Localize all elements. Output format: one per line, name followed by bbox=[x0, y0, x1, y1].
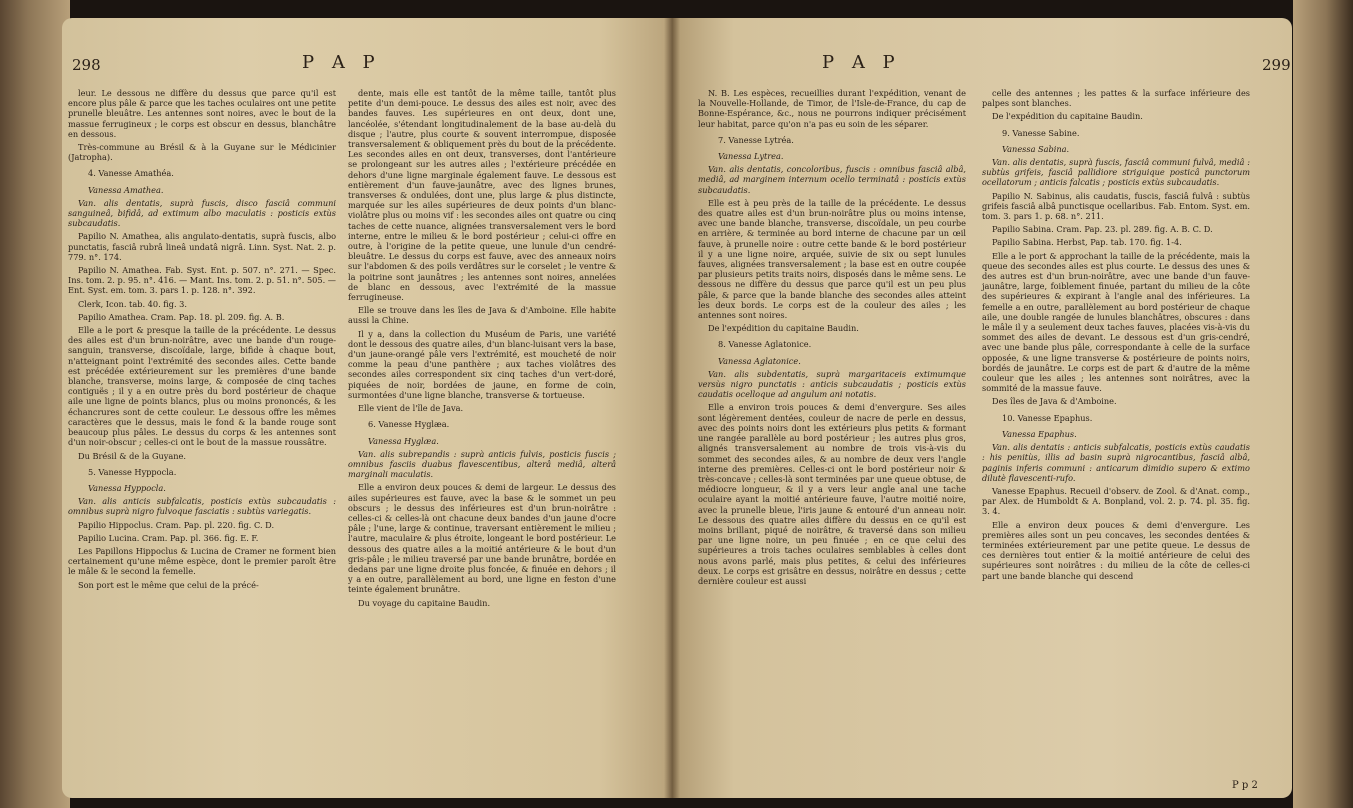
paragraph: Van. alis dentatis, concoloribus, fuscis : omnibus fasciâ albâ, mediâ, ad marginem internum ocello terminatâ : posticis extùs subcaudatis. bbox=[698, 164, 966, 195]
paragraph: Papilio Hippoclus. Cram. Pap. pl. 220. fig. C. D. bbox=[78, 519, 275, 530]
right-column-1 bbox=[698, 88, 966, 589]
paragraph: Papilio Sabina. Herbst, Pap. tab. 170. fig. 1-4. bbox=[992, 237, 1182, 248]
paragraph: Elle vient de l'île de Java. bbox=[358, 403, 464, 414]
paragraph: 4. Vanesse Amathéa. bbox=[88, 168, 174, 179]
paragraph: Il y a, dans la collection du Muséum de Paris, une variété dont le dessous des quatre ailes, d'un blanc-luisant vers la base, d'un jaune-orangé pâle vers l'extrémité, est moucheté de noir comme la peau d'une panthère ; aux taches violâtres des secondes ailes correspondent six cinq taches d'un vert-doré, piquées de noir, bordées de jaune, en forme de coin, surmontées d'une ligne blanche, transverse & tortueuse. bbox=[348, 328, 616, 400]
paragraph: Van. alis subrepandis : suprà anticis fulvis, posticis fuscis ; omnibus fasciis duabus flavescentibus, alterâ mediâ, alterâ marginali maculatis. bbox=[348, 448, 616, 480]
book-page-edges-left bbox=[0, 0, 70, 808]
paragraph: Vanessa Aglatonice. bbox=[718, 355, 801, 366]
paragraph: Papilio Sabina. Cram. Pap. 23. pl. 289. fig. A. B. C. D. bbox=[992, 224, 1213, 235]
paragraph: Van. alis dentatis, suprà fuscis, fasciâ communi fulvâ, mediâ : subtùs grifeis, fasciâ pallidiore striguique posticâ punctorum ocellatorum ; anticis falcatis ; posticis extùs subcaudatis. bbox=[982, 157, 1250, 188]
paragraph: Van. alis anticis subfalcatis, posticis extùs subcaudatis : omnibus suprà nigro fulvoque fasciatis : subtùs variegatis. bbox=[68, 496, 336, 517]
left-page-number: 298 bbox=[72, 56, 101, 74]
paragraph: Papilio N. Amathea. Fab. Syst. Ent. p. 507. n°. 271. — Spec. Ins. tom. 2. p. 95. n°. 416. — Mant. Ins. tom. 2. p. 51. n°. 505. — Ent. Syst. em. tom. 3. pars 1. p. 128. n°. 392. bbox=[68, 265, 336, 296]
paragraph: Vanessa Epaphus. bbox=[1002, 428, 1077, 439]
paragraph: Papilio N. Sabinus, alis caudatis, fuscis, fasciâ fulvâ : subtùs grifeis fasciâ albâ punctisque ocellaribus. Fab. Entom. Syst. em. tom. 3. pars 1. p. 68. n°. 211. bbox=[982, 190, 1250, 222]
paragraph: 7. Vanesse Lytréa. bbox=[718, 134, 794, 145]
paragraph: Les Papillons Hippoclus & Lucina de Cramer ne forment bien certainement qu'une même espèce, dont le premier paroît être le mâle & le second la femelle. bbox=[68, 545, 336, 577]
book-page-edges-right bbox=[1293, 0, 1353, 808]
paragraph: Papilio N. Amathea, alis angulato-dentatis, suprà fuscis, albo punctatis, fasciâ rubrâ lineâ undatâ nigrâ. Linn. Syst. Nat. 2. p. 779. n°. 174. bbox=[68, 231, 336, 262]
left-column-2 bbox=[348, 88, 616, 611]
paragraph: Du voyage du capitaine Baudin. bbox=[358, 597, 491, 608]
paragraph: Van. alis dentatis, suprà fuscis, disco fasciâ communi sanguineâ, bifidâ, ad extimum albo maculatis : posticis extùs subcaudatis. bbox=[68, 197, 336, 229]
paragraph: Elle se trouve dans les îles de Java & d'Amboine. Elle habite aussi la Chine. bbox=[348, 305, 616, 326]
left-running-head: P A P bbox=[302, 52, 381, 73]
paragraph: De l'expédition du capitaine Baudin. bbox=[708, 323, 859, 334]
paragraph: Elle a environ trois pouces & demi d'envergure. Ses ailes sont légèrement dentées, couleur de nacre de perle en dessus, avec des points noirs dont les extérieurs plus petits & formant une rangée parallèle au bord postérieur ; les autres plus gros, alignés transversalement au nombre de trois vis-à-vis du sommet des secondes ailes, & au nombre de deux vers l'angle interne des premières. Celles-ci ont le bord postérieur noir & très-concave ; celles-là sont terminées par une queue obtuse, de médiocre longueur, & il y a vers leur angle anal une tache oculaire ayant la moitié antérieure fauve, l'autre moitié noire, avec la prunelle bleue, l'iris jaune & entouré d'un anneau noir. Le dessous des quatre ailes diffère du dessus en ce qu'il est moins brillant, piqué de noirâtre, & traversé dans son milieu par une ligne noire, un peu finuée ; en ce que celui des supérieures a trois taches oculaires semblables à celles dont nous avons parlé, mais plus petites, & celui des inférieures deux. Le corps est grisâtre en dessus, noirâtre en dessus ; cette dernière couleur est aussi bbox=[698, 402, 966, 586]
paragraph: Vanessa Hyglæa. bbox=[368, 435, 439, 446]
paragraph: Des îles de Java & d'Amboine. bbox=[992, 396, 1117, 407]
paragraph: 10. Vanesse Epaphus. bbox=[1002, 412, 1093, 423]
paragraph: Vanesse Epaphus. Recueil d'observ. de Zool. & d'Anat. comp., par Alex. de Humboldt & A. Bonpland, vol. 2. p. 74. pl. 35. fig. 3. 4. bbox=[982, 485, 1250, 517]
right-page-number: 299 bbox=[1262, 56, 1291, 74]
paragraph: Papilio Amathea. Cram. Pap. 18. pl. 209. fig. A. B. bbox=[78, 311, 285, 322]
paragraph: Elle a le port & approchant la taille de la précédente, mais la queue des secondes ailes est plus courte. Le dessus des unes & des autres est d'un brun-noirâtre, avec une bande d'un fauve-jaunâtre, large, foiblement finuée, partant du milieu de la côte des supérieures & expirant à l'angle anal des inférieures. La femelle a en outre, parallèlement au bord postérieur de chaque aile, une double rangée de lunules blanchâtres, obscures : dans le mâle il y a seulement deux taches fauves, placées vis-à-vis du sommet des ailes de devant. Le dessous est d'un gris-cendré, avec une bande plus pâle, correspondante à celle de la surface opposée, & une ligne transverse & postérieure de points noirs, bordés de jaunâtre. Le corps est de part & d'autre de la même couleur que les ailes ; les antennes sont noirâtres, avec la sommité de la massue fauve. bbox=[982, 250, 1250, 394]
paragraph: Clerk, Icon. tab. 40. fig. 3. bbox=[78, 298, 187, 309]
paragraph: Van. alis dentatis : anticis subfalcatis, posticis extùs caudatis : his penitùs, illis ad basin suprà nigrocantibus, fasciâ albâ, paginis inferis communi : anticarum dimidio supero & extimo dilutè flavescenti-rufo. bbox=[982, 442, 1250, 483]
paragraph: Son port est le même que celui de la précé- bbox=[78, 579, 259, 590]
paragraph: Très-commune au Brésil & à la Guyane sur le Médicinier (Jatropha). bbox=[68, 142, 336, 163]
paragraph: dente, mais elle est tantôt de la même taille, tantôt plus petite d'un demi-pouce. Le dessus des ailes est noir, avec des bandes fauves. Les supérieures en ont deux, dont une, lancéolée, s'étendant longitudinalement de la base au-delà du disque ; l'autre, plus courte & souvent interrompue, disposée transversalement & obliquement près du bout de la précédente. Les secondes ailes en ont deux, transverses, dont l'antérieure se prolongeant sur les autres ailes ; l'extérieure précédée en dehors d'une ligne marginale également fauve. Le dessous est entièrement d'un fauve-jaunâtre, avec des lignes brunes, transverses & ondulées, dont une, plus large & plus distincte, marquée sur les ailes supérieures de deux points d'un blanc-violâtre plus ou moins vif : les secondes ailes ont quatre ou cinq taches de cette nuance, alignées transversalement vers le bord interne, entre le milieu & le bord postérieur ; celui-ci offre en outre, à l'origine de la petite queue, une lunule d'un cendré-bleuâtre. Le dessus du corps est fauve, avec des anneaux noirs sur l'abdomen & des poils verdâtres sur le corselet ; le ventre & la poitrine sont jaunâtres ; les antennes sont noires, annelées de blanc en dessous, avec l'extrémité de la massue ferrugineuse. bbox=[348, 88, 616, 303]
right-column-2 bbox=[982, 88, 1250, 584]
paragraph: De l'expédition du capitaine Baudin. bbox=[992, 111, 1143, 122]
paragraph: leur. Le dessous ne diffère du dessus que parce qu'il est encore plus pâle & parce que les taches oculaires ont une petite prunelle bleuâtre. Les antennes sont noires, avec le bout de la massue ferrugineux ; le corps est obscur en dessus, blanchâtre en dessous. bbox=[68, 88, 336, 139]
paragraph: 5. Vanesse Hyppocla. bbox=[88, 466, 177, 477]
paragraph: Papilio Lucina. Cram. Pap. pl. 366. fig. E. F. bbox=[78, 532, 259, 543]
paragraph: 6. Vanesse Hyglæa. bbox=[368, 419, 450, 430]
paragraph: Vanessa Amathea. bbox=[88, 184, 164, 195]
paragraph: Vanessa Lytrea. bbox=[718, 151, 784, 162]
paragraph: Du Brésil & de la Guyane. bbox=[78, 450, 186, 461]
paragraph: celle des antennes ; les pattes & la surface inférieure des palpes sont blanches. bbox=[982, 88, 1250, 109]
left-page bbox=[62, 18, 672, 798]
paragraph: Vanessa Hyppocla. bbox=[88, 482, 166, 493]
paragraph: 9. Vanesse Sabine. bbox=[1002, 127, 1080, 138]
paragraph: Elle est à peu près de la taille de la précédente. Le dessus des quatre ailes est d'un brun-noirâtre plus ou moins intense, avec une bande blanche, transverse, discoïdale, un peu courbe en arrière, & terminée au bord interne de chacune par un œil fauve, à prunelle noire : outre cette bande & le bord postérieur il y a une ligne noire, arquée, suivie de six ou sept lunules fauves, alignées transversalement ; la base est en outre coupée par plusieurs petits traits noirs, disposés dans le même sens. Le dessous ne diffère du dessus que parce qu'il est un peu plus pâle, & parce que la bande blanche des secondes ailes atteint les deux bords. Le corps est de la couleur des ailes ; les antennes sont noires. bbox=[698, 197, 966, 321]
book-gutter bbox=[664, 18, 680, 798]
paragraph: Elle a le port & presque la taille de la précédente. Le dessus des ailes est d'un brun-noirâtre, avec une bande d'un rouge-sanguin, transverse, discoïdale, large, bifide à chaque bout, n'atteignant point l'extrémité des secondes ailes. Cette bande est précédée extérieurement sur les premières d'une bande blanche, transverse, moins large, & composée de cinq taches contiguës ; il y a en outre près du bord postérieur de chaque aile une ligne de points blancs, plus ou moins prononcés, & les échancrures sont de cette couleur. Le dessous offre les mêmes caractères que le dessus, mais le fond & la bande rouge sont beaucoup plus pâles. Le dessus du corps & les antennes sont d'un noir-obscur ; celles-ci ont le bout de la massue roussâtre. bbox=[68, 325, 336, 448]
paragraph: N. B. Les espèces, recueillies durant l'expédition, venant de la Nouvelle-Hollande, de Timor, de l'Isle-de-France, du cap de Bonne-Espérance, &c., nous ne pourrons indiquer précisément leur habitat, parce qu'on n'a pas eu soin de les séparer. bbox=[698, 88, 966, 129]
paragraph: Van. alis subdentatis, suprà margaritaceis extimumque versùs nigro punctatis : anticis subcaudatis ; posticis extùs caudatis ocelloque ad angulum ani notatis. bbox=[698, 368, 966, 400]
paragraph: 8. Vanesse Aglatonice. bbox=[718, 339, 812, 350]
left-column-1 bbox=[68, 88, 336, 593]
right-page bbox=[672, 18, 1292, 798]
right-running-head-left: P A P bbox=[822, 52, 901, 73]
paragraph: Vanessa Sabina. bbox=[1002, 143, 1070, 154]
signature-mark: P p 2 bbox=[1232, 780, 1258, 791]
paragraph: Elle a environ deux pouces & demi d'envergure. Les premières ailes sont un peu concaves, les secondes dentées & terminées extérieurement par une petite queue. Le dessus de ces dernières tout entier & la moitié antérieure de celui des supérieures sont noirâtres : du milieu de la côte de celles-ci part une bande blanche qui descend bbox=[982, 519, 1250, 581]
paragraph: Elle a environ deux pouces & demi de largeur. Le dessus des ailes supérieures est fauve, avec la base & le sommet un peu obscurs ; le dessus des inférieures est d'un brun-noirâtre : celles-ci & celles-là ont chacune deux bandes d'un jaune d'ocre pâle ; l'une, large & continue, traversant entièrement le milieu ; l'autre, maculaire & plus étroite, longeant le bord postérieur. Le dessous des quatre ailes a la moitié antérieure & le bout d'un gris-pâle ; le milieu traversé par une bande brunâtre, bordée en dedans par une ligne droite plus foncée, & finuée en dehors ; il y a en outre, parallèlement au bord, une ligne en feston d'une teinte également brunâtre. bbox=[348, 482, 616, 595]
